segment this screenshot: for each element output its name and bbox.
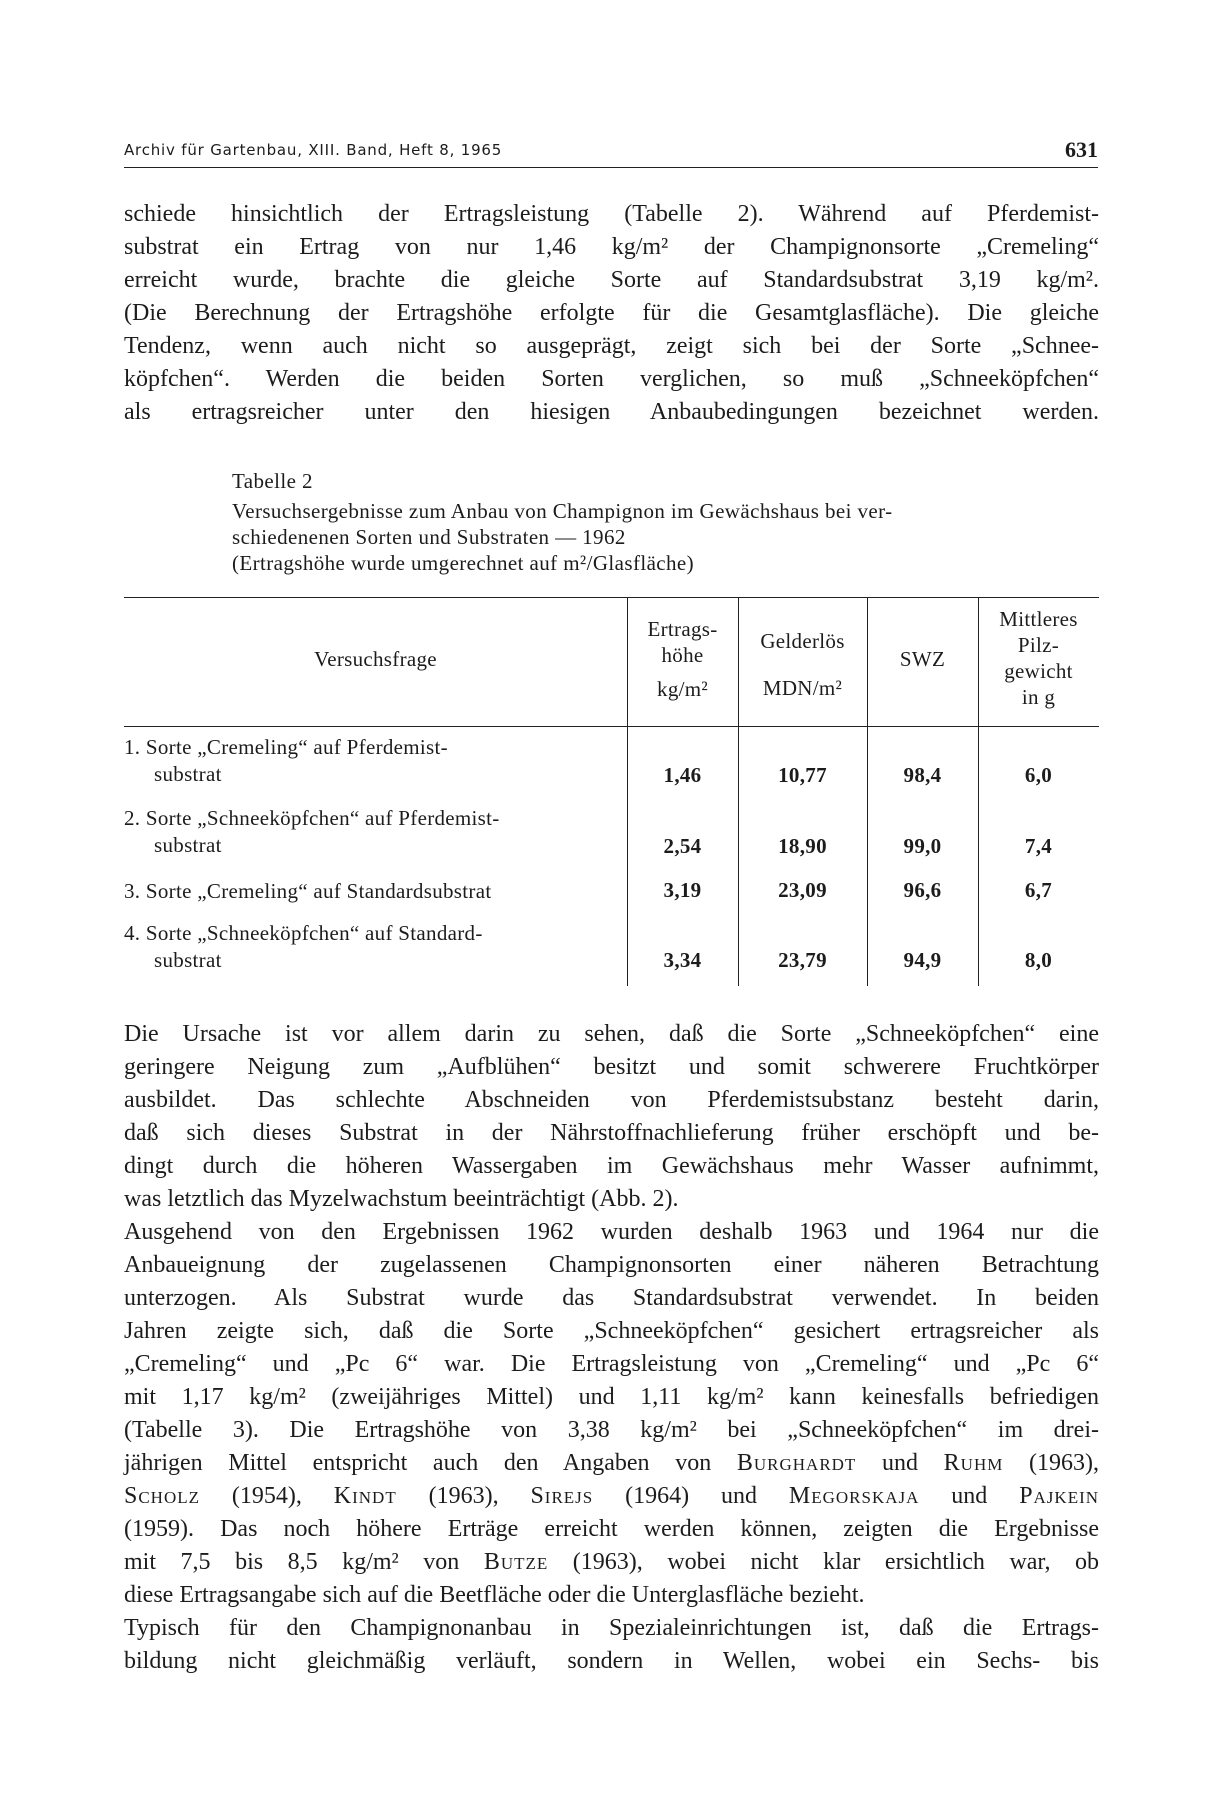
row-label-line: 3. Sorte „Cremeling“ auf Standardsubstrat — [124, 879, 492, 903]
page-number: 631 — [1065, 137, 1098, 162]
table-row-label — [124, 878, 624, 905]
text-line: als ertragsreicher unter den hiesigen Anbaubedingungen bezeichnet werden. — [124, 399, 1099, 425]
text-line — [124, 1447, 1099, 1480]
header-swz: SWZ — [899, 647, 946, 671]
paragraph-intro — [124, 198, 1099, 429]
header-weight-line: gewicht — [1004, 659, 1073, 683]
text-line: (1959). Das noch höhere Erträge erreicht werden können, zeigten die Ergebnisse — [124, 1516, 1099, 1542]
author-name: Butze — [483, 1549, 549, 1575]
cell-yield: 3,34 — [663, 948, 702, 972]
row-label-line: substrat — [154, 833, 222, 857]
text-line: bildung nicht gleichmäßig verläuft, sondern in Wellen, wobei ein Sechs- bis — [124, 1648, 1099, 1674]
cell-revenue: 23,79 — [778, 948, 827, 972]
text-line: (Tabelle 3). Die Ertragshöhe von 3,38 kg/m² bei „Schneeköpfchen“ im drei- — [124, 1417, 1099, 1443]
table-row-label — [124, 920, 624, 974]
cell-weight: 6,7 — [1024, 878, 1053, 902]
results-table — [124, 597, 1099, 986]
header-revenue-unit: MDN/m² — [762, 676, 843, 700]
header-yield-line: höhe — [661, 643, 704, 667]
row-label-line: 4. Sorte „Schneeköpfchen“ auf Standard- — [124, 921, 483, 945]
paragraph-results-1963-1964 — [124, 1216, 1099, 1612]
table-row-label — [124, 805, 624, 859]
table-row-label — [124, 734, 624, 788]
row-label-line: 2. Sorte „Schneeköpfchen“ auf Pferdemist- — [124, 806, 500, 830]
cell-swz: 99,0 — [903, 834, 942, 858]
text-line: ausbildet. Das schlechte Abschneiden von Pferdemistsubstanz besteht darin, — [124, 1087, 1099, 1113]
header-revenue — [738, 628, 867, 701]
header-weight-line: Pilz- — [1017, 633, 1060, 657]
text-fragment: und — [919, 1483, 1020, 1509]
text-line: Jahren zeigte sich, daß die Sorte „Schneeköpfchen“ gesichert ertragsreicher als — [124, 1318, 1099, 1344]
running-header — [124, 137, 1098, 168]
table-caption — [232, 468, 1098, 576]
header-revenue-label: Gelderlös — [760, 629, 845, 653]
table-label: Tabelle 2 — [232, 469, 313, 493]
text-line: daß sich dieses Substrat in der Nährstoffnachlieferung früher erschöpft und be- — [124, 1120, 1099, 1146]
journal-citation: Archiv für Gartenbau, XIII. Band, Heft 8, 1965 — [124, 141, 503, 159]
text-line: schiede hinsichtlich der Ertragsleistung (Tabelle 2). Während auf Pferdemist- — [124, 201, 1099, 227]
cell-swz: 98,4 — [903, 763, 942, 787]
text-fragment: (1954), — [200, 1483, 334, 1509]
cell-revenue: 18,90 — [778, 834, 827, 858]
row-label-line: substrat — [154, 948, 222, 972]
text-line: substrat ein Ertrag von nur 1,46 kg/m² der Champignonsorte „Cremeling“ — [124, 234, 1099, 260]
row-label-line: substrat — [154, 762, 222, 786]
text-fragment: und — [856, 1450, 944, 1476]
text-line: Ausgehend von den Ergebnissen 1962 wurden deshalb 1963 und 1964 nur die — [124, 1219, 1099, 1245]
text-line: erreicht wurde, brachte die gleiche Sorte auf Standardsubstrat 3,19 kg/m². — [124, 267, 1099, 293]
text-line: dingt durch die höheren Wassergaben im Gewächshaus mehr Wasser aufnimmt, — [124, 1153, 1099, 1179]
text-line: geringere Neigung zum „Aufblühen“ besitzt und somit schwerere Fruchtkörper — [124, 1054, 1099, 1080]
text-fragment: (1963), wobei nicht klar ersichtlich war, ob — [548, 1549, 1099, 1575]
text-line: Typisch für den Champignonanbau in Spezialeinrichtungen ist, daß die Ertrags- — [124, 1615, 1099, 1641]
text-line: unterzogen. Als Substrat wurde das Standardsubstrat verwendet. In beiden — [124, 1285, 1099, 1311]
text-line: Anbaueignung der zugelassenen Champignonsorten einer näheren Betrachtung — [124, 1252, 1099, 1278]
text-line: mit 1,17 kg/m² (zweijähriges Mittel) und 1,11 kg/m² kann keinesfalls befriedigen — [124, 1384, 1099, 1410]
row-label-line: 1. Sorte „Cremeling“ auf Pferdemist- — [124, 735, 448, 759]
caption-line: Versuchsergebnisse zum Anbau von Champignon im Gewächshaus bei ver- — [232, 499, 893, 523]
text-fragment: (1963), — [396, 1483, 531, 1509]
text-line: was letztlich das Myzelwachstum beeinträchtigt (Abb. 2). — [124, 1186, 679, 1212]
cell-revenue: 23,09 — [778, 878, 827, 902]
author-name: Scholz — [124, 1483, 201, 1509]
header-weight-line: Mittleres — [999, 607, 1078, 631]
paragraph-yield-waves — [124, 1612, 1099, 1678]
text-line — [124, 1480, 1099, 1513]
text-fragment: mit 7,5 bis 8,5 kg/m² von — [124, 1549, 484, 1575]
text-line: (Die Berechnung der Ertragshöhe erfolgte für die Gesamtglasfläche). Die gleiche — [124, 300, 1099, 326]
author-name: Sirejs — [530, 1483, 594, 1509]
cell-weight: 8,0 — [1024, 948, 1053, 972]
text-line: Tendenz, wenn auch nicht so ausgeprägt, zeigt sich bei der Sorte „Schnee- — [124, 333, 1099, 359]
header-yield-unit: kg/m² — [657, 677, 708, 701]
caption-line: (Ertragshöhe wurde umgerechnet auf m²/Glasfläche) — [232, 551, 695, 575]
caption-line: schiedenenen Sorten und Substraten — 1962 — [232, 525, 626, 549]
cell-weight: 7,4 — [1024, 834, 1053, 858]
text-fragment: (1963), — [1003, 1450, 1099, 1476]
cell-revenue: 10,77 — [778, 763, 827, 787]
cell-swz: 94,9 — [903, 948, 942, 972]
header-question: Versuchsfrage — [314, 647, 437, 671]
header-weight — [978, 606, 1099, 710]
cell-yield: 3,19 — [663, 878, 702, 902]
header-weight-line: in g — [1021, 685, 1056, 709]
author-name: Ruhm — [943, 1450, 1004, 1476]
cell-yield: 1,46 — [663, 763, 702, 787]
paragraph-discussion — [124, 1018, 1099, 1216]
cell-weight: 6,0 — [1024, 763, 1053, 787]
cell-yield: 2,54 — [663, 834, 702, 858]
text-line: Die Ursache ist vor allem darin zu sehen, daß die Sorte „Schneeköpfchen“ eine — [124, 1021, 1099, 1047]
header-rule — [124, 726, 1099, 727]
text-line: „Cremeling“ und „Pc 6“ war. Die Ertragsleistung von „Cremeling“ und „Pc 6“ — [124, 1351, 1099, 1377]
text-line — [124, 1546, 1099, 1579]
text-fragment: jährigen Mittel entspricht auch den Angaben von — [124, 1450, 737, 1476]
header-yield — [627, 616, 738, 702]
text-line: diese Ertragsangabe sich auf die Beetfläche oder die Unterglasfläche bezieht. — [124, 1582, 865, 1608]
cell-swz: 96,6 — [903, 878, 942, 902]
text-line: köpfchen“. Werden die beiden Sorten verglichen, so muß „Schneeköpfchen“ — [124, 366, 1099, 392]
text-fragment: (1964) und — [593, 1483, 789, 1509]
author-name: Kindt — [333, 1483, 397, 1509]
author-name: Megorskaja — [788, 1483, 920, 1509]
author-name: Pajkein — [1019, 1483, 1100, 1509]
header-yield-line: Ertrags- — [647, 617, 718, 641]
author-name: Burghardt — [736, 1450, 857, 1476]
